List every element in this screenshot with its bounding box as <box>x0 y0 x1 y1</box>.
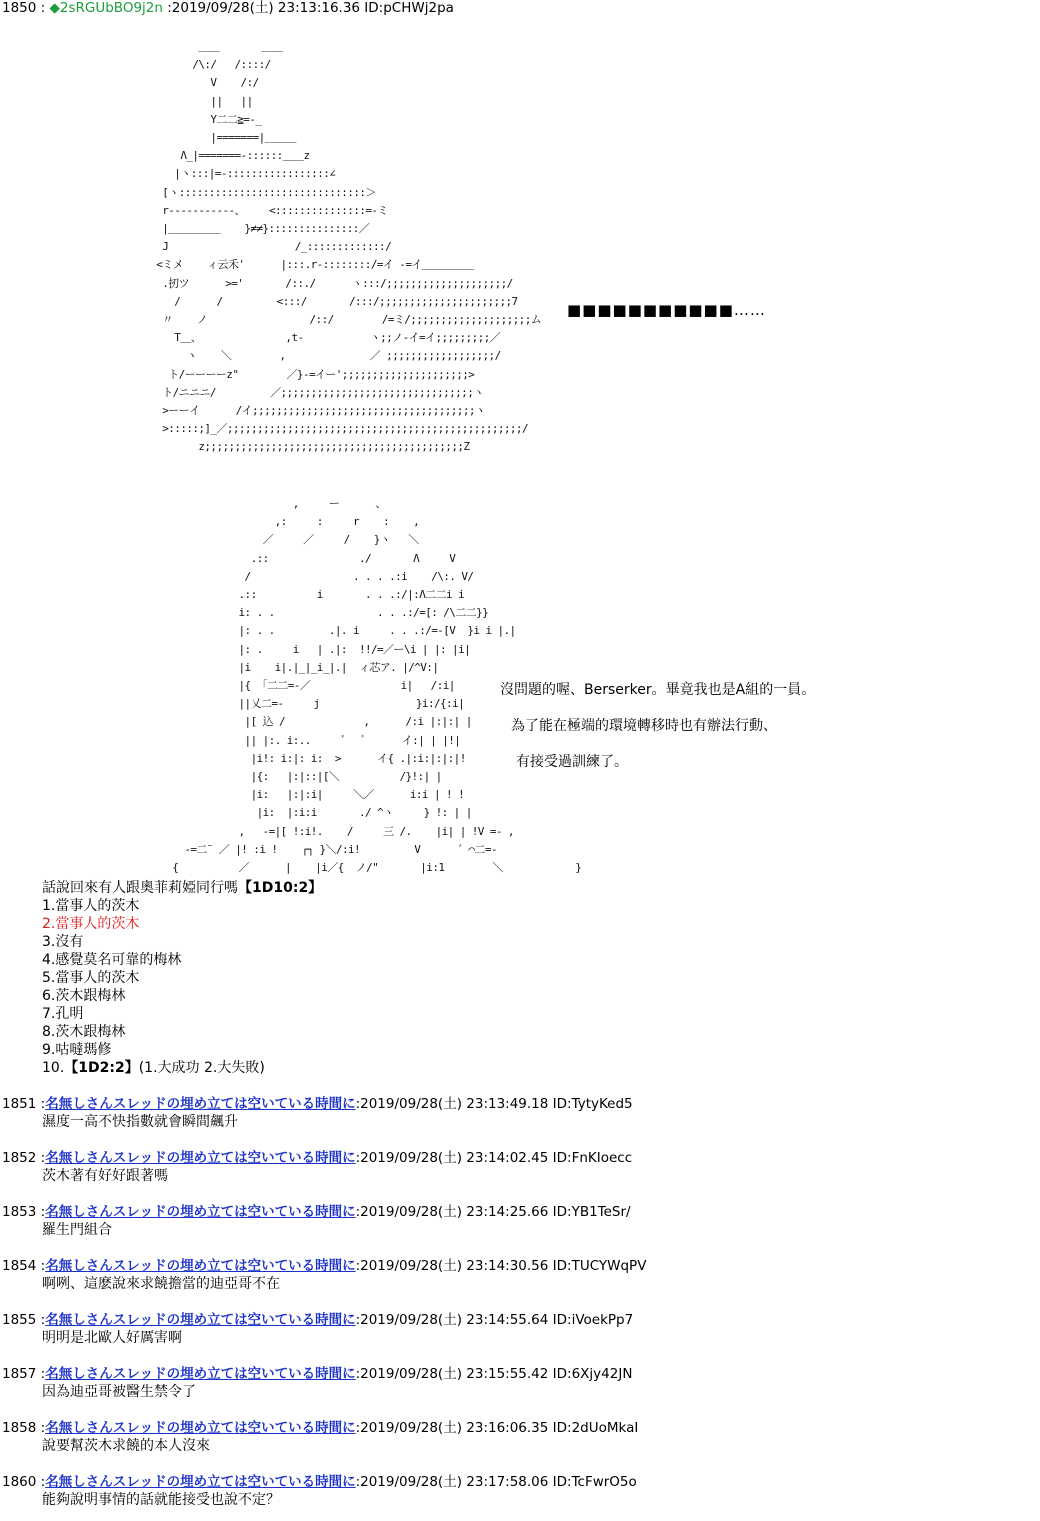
option-item: 8.茨木跟梅林 <box>42 1024 126 1040</box>
post-meta: :2019/09/28(土) 23:16:06.35 ID:2dUoMkaI <box>355 1420 639 1436</box>
redacted-speech: ■■■■■■■■■■■…… <box>567 301 766 319</box>
post-meta: :2019/09/28(土) 23:17:58.06 ID:TcFwrO5o <box>355 1474 637 1490</box>
post-number: 1855 <box>2 1312 37 1328</box>
question-line <box>42 879 322 897</box>
post-number: 1850 <box>2 0 37 16</box>
post-body: 能夠說明事情的話就能接受也說不定？ <box>42 1492 280 1508</box>
option-10-label: 10. <box>42 1060 65 1076</box>
post-body: 因為迪亞哥被醫生禁令了 <box>42 1384 196 1400</box>
option-item: 9.咕噠瑪修 <box>42 1042 112 1058</box>
post-body: 茨木著有好好跟著嗎 <box>42 1168 168 1184</box>
option-item: 4.感覺莫名可靠的梅林 <box>42 952 182 968</box>
separator: : <box>36 1420 46 1436</box>
post-header-1850 <box>2 0 454 16</box>
post-meta: :2019/09/28(土) 23:14:55.64 ID:iVoekPp7 <box>355 1312 634 1328</box>
post-header <box>2 1420 638 1436</box>
separator: : <box>36 1474 46 1490</box>
post-body: 羅生門組合 <box>42 1222 112 1238</box>
post-header <box>2 1312 633 1328</box>
option-10-roll: 【1D2:2】 <box>64 1060 139 1076</box>
separator: : <box>36 1096 46 1112</box>
post-header <box>2 1258 646 1274</box>
poster-name-link[interactable]: 名無しさんスレッドの埋め立ては空いている時間に <box>45 1312 356 1328</box>
poster-name-link[interactable]: 名無しさんスレッドの埋め立ては空いている時間に <box>45 1204 356 1220</box>
separator: : <box>36 1312 46 1328</box>
option-item: 3.沒有 <box>42 934 84 950</box>
post-number: 1851 <box>2 1096 37 1112</box>
post-meta: :2019/09/28(土) 23:14:25.66 ID:YB1TeSr/ <box>355 1204 631 1220</box>
post-meta: :2019/09/28(土) 23:14:02.45 ID:FnKIoecc <box>355 1150 633 1166</box>
post-body: 濕度一高不快指數就會瞬間飆升 <box>42 1114 238 1130</box>
post-header <box>2 1474 637 1490</box>
post-body: 說要幫茨木求饒的本人沒來 <box>42 1438 210 1454</box>
option-item: 1.當事人的茨木 <box>42 898 140 914</box>
option-10 <box>42 1059 265 1077</box>
post-number: 1853 <box>2 1204 37 1220</box>
post-number: 1858 <box>2 1420 37 1436</box>
option-item: 5.當事人的茨木 <box>42 970 140 986</box>
post-body: 明明是北歐人好厲害啊 <box>42 1330 182 1346</box>
option-item: 7.孔明 <box>42 1006 84 1022</box>
post-meta: :2019/09/28(土) 23:13:16.36 ID:pCHWj2pa <box>162 0 454 16</box>
post-meta: :2019/09/28(土) 23:14:30.56 ID:TUCYWqPV <box>355 1258 647 1274</box>
post-number: 1857 <box>2 1366 37 1382</box>
post-body: 啊咧、這麽說來求饒擔當的迪亞哥不在 <box>42 1276 280 1292</box>
poster-trip[interactable]: ◆2sRGUbBO9j2n <box>49 0 163 16</box>
separator: : <box>36 1204 46 1220</box>
dice-roll: 【1D10:2】 <box>238 880 323 896</box>
post-meta: :2019/09/28(土) 23:13:49.18 ID:TytyKed5 <box>355 1096 633 1112</box>
post-number: 1852 <box>2 1150 37 1166</box>
option-item: 6.茨木跟梅林 <box>42 988 126 1004</box>
poster-name-link[interactable]: 名無しさんスレッドの埋め立ては空いている時間に <box>45 1258 356 1274</box>
post-number: 1860 <box>2 1474 37 1490</box>
separator: : <box>36 1150 46 1166</box>
option-10-choices: (1.大成功 2.大失敗) <box>138 1060 265 1076</box>
poster-name-link[interactable]: 名無しさんスレッドの埋め立ては空いている時間に <box>45 1420 356 1436</box>
poster-name-link[interactable]: 名無しさんスレッドの埋め立ては空いている時間に <box>45 1474 356 1490</box>
post-header <box>2 1366 632 1382</box>
ascii-art-figure-top: ＿＿ ＿＿ /\:/ /::::/ V /:/ || || Y二二≧=-_ |=======|＿＿＿ Λ_|=======-::::::＿＿z |ヽ:::|=-:::::::::::::::::∠ [ヽ:::::::::::::::::::::::::::::::＞ r-----------、 <:::::::::::::::=-ミ |＿＿＿＿＿ }≠≠}:::::::::::::::／ J /_:::::::::::::/ <ミメ ィ云禾' |:::.r-::::::::/=イ -=イ＿＿＿＿＿ .扨ツ >=' /::./ ヽ:::/;;;;;;;;;;;;;;;;;;;;/ / / <:::/ /:::/;;;;;;;;;;;;;;;;;;;;;;7 〃 ノ /::/ /=ミ/;;;;;;;;;;;;;;;;;;;;ム T＿、 ,t- ヽ;;ノ-イ=イ;;;;;;;;;／ ヽ ＼ , ／ ;;;;;;;;;;;;;;;;;;/ ト/ーーーーz" ／}-=イー';;;;;;;;;;;;;;;;;;;;;> ト/ニニニ/ ／;;;;;;;;;;;;;;;;;;;;;;;;;;;;;;;;ヽ >ーーイ /イ;;;;;;;;;;;;;;;;;;;;;;;;;;;;;;;;;;;;;ヽ >:::::;]_／;;;;;;;;;;;;;;;;;;;;;;;;;;;;;;;;;;;;;;;;;;;;;;;;;/ z;;;;;;;;;;;;;;;;;;;;;;;;;;;;;;;;;;;;;;;;;;;Z <box>156 40 542 454</box>
post-header <box>2 1150 632 1166</box>
poster-name-link[interactable]: 名無しさんスレッドの埋め立ては空いている時間に <box>45 1150 356 1166</box>
question-text: 話說回來有人跟奧菲莉婭同行嗎 <box>42 880 238 896</box>
ascii-art-character: , ー 、 ,: : r : , ／ ／ / }ヽ ＼ .:: ./ Λ V / . . . .:i /\:. V/ .:: i . . .:/|:Λ二二i i i: . . . . .:/=[: /\二二}} |: . . .|. i . . .:/=-[V }i i |.| |: . i | .|: !!/=／ー\i | |: |i| |i i|.|_|_i_|.| ィ芯ア. |/^V:| |{ 「二二=-／ i| /:i| ||乂二=- j }i:/{:i| |[ 込 / , /:i |:|:| | || |:. i:.. ﾞ ﾞ イ:| | |!| |i!: i:|: i: > イ{ .|:i:|:|:|! |{: |:|::|[＼ /}!:| | |i: |:|:i| ＼／ i:i | ! ! |i: |:i:i ./ ^ヽ } !: | | , -=|[ !:i!. / 三 /. |i| | !V =- , -=二¨ ／ |! :i ! ┌┐ }＼/:i! V ´ ⌒二=- { ／ | |i／{ ノ/" |i:1 ＼ } <box>172 497 582 875</box>
separator: : <box>36 1258 46 1274</box>
speech-line-3: 有接受過訓練了。 <box>516 754 628 770</box>
post-meta: :2019/09/28(土) 23:15:55.42 ID:6Xjy42JN <box>355 1366 633 1382</box>
speech-line-2: 為了能在極端的環境轉移時也有辦法行動、 <box>511 718 777 734</box>
post-header <box>2 1096 633 1112</box>
separator: : <box>36 0 46 16</box>
separator: : <box>36 1366 46 1382</box>
option-item: 2.當事人的茨木 <box>42 916 140 932</box>
post-header <box>2 1204 631 1220</box>
poster-name-link[interactable]: 名無しさんスレッドの埋め立ては空いている時間に <box>45 1366 356 1382</box>
post-number: 1854 <box>2 1258 37 1274</box>
speech-line-1: 沒問題的喔、Berserker。畢竟我也是A組的一員。 <box>500 682 816 698</box>
poster-name-link[interactable]: 名無しさんスレッドの埋め立ては空いている時間に <box>45 1096 356 1112</box>
